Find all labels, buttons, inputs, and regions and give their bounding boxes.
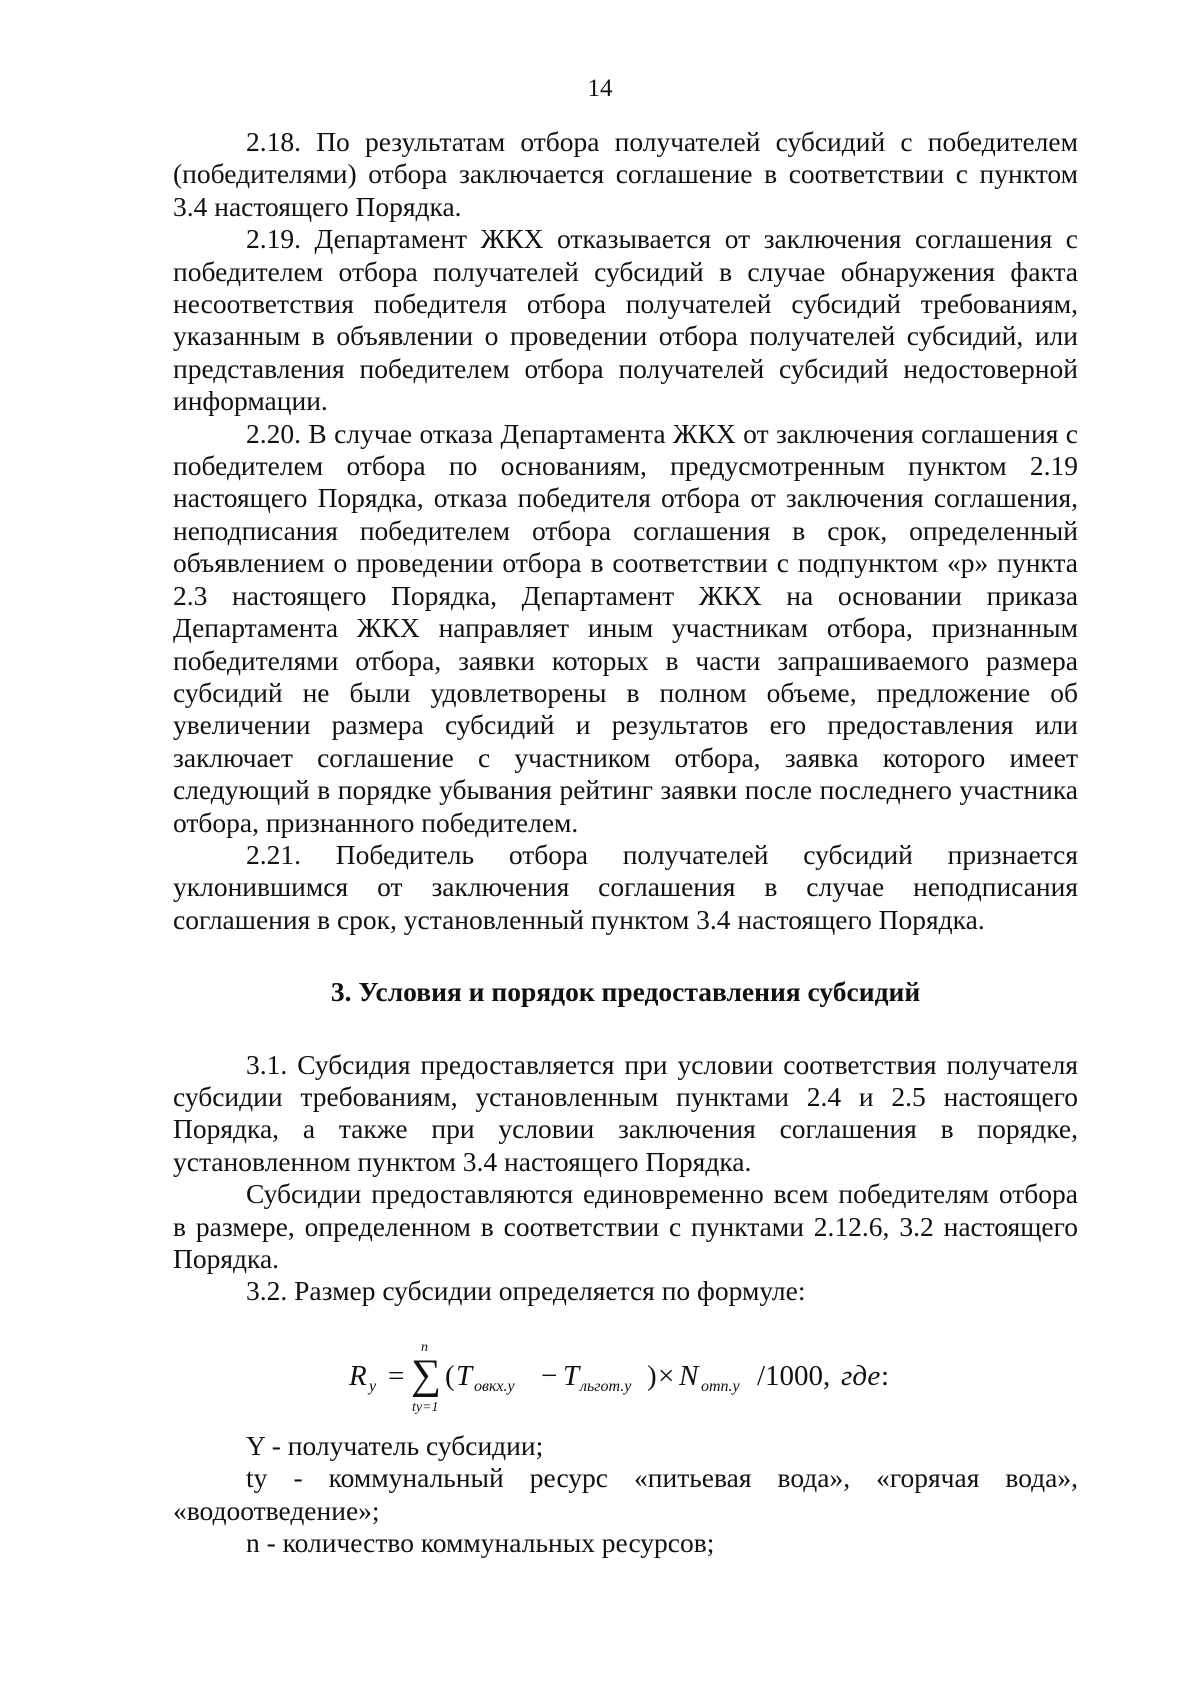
- formula-divider: /1000,: [757, 1359, 831, 1392]
- formula-colon: :: [881, 1359, 890, 1392]
- paragraph-subsidies-one-time: Субсидии предоставляются единовременно всем победителям отбора в размере, определенном в соответствии с пунктами 2.12.6, 3.2 настоящего Порядка.: [173, 1178, 1078, 1274]
- document-body: [173, 126, 1078, 1559]
- formula-sum-upper: n: [421, 1339, 428, 1355]
- formula-n-sub: отп.y: [701, 1377, 740, 1395]
- subsidy-formula-svg: [173, 1308, 1078, 1430]
- formula-close-paren: ): [647, 1359, 657, 1392]
- page-number: 14: [587, 75, 613, 102]
- paragraph-2-19: 2.19. Департамент ЖКХ отказывается от заключения соглашения с победителем отбора получателей субсидий в случае обнаружения факта несоответствия победителя отбора получателей субсидий требованиям, указанным в объявлении о проведении отбора получателей субсидий, или представления победителем отбора получателей субсидий недостоверной информации.: [173, 223, 1078, 417]
- formula-times: ×: [658, 1359, 675, 1392]
- definition-y: Y - получатель субсидии;: [246, 1429, 544, 1461]
- formula-sum-lower: ty=1: [412, 1399, 439, 1415]
- definition-ty: ty - коммунальный ресурс «питьевая вода», «горячая вода», «водоотведение»;: [173, 1462, 1078, 1526]
- paragraph-3-1: 3.1. Субсидия предоставляется при условии соответствия получателя субсидии требованиям, установленным пунктами 2.4 и 2.5 настоящего Порядка, а также при условии заключения соглашения в порядке, установленном пунктом 3.4 настоящего Порядка.: [173, 1048, 1078, 1177]
- formula-t1: T: [456, 1359, 473, 1392]
- section-heading: 3. Условия и порядок предоставления субсидий: [330, 976, 921, 1008]
- paragraph-2-21: 2.21. Победитель отбора получателей субсидий признается уклонившимся от заключения соглашения в случае неподписания соглашения в срок, установленный пунктом 3.4 настоящего Порядка.: [173, 838, 1078, 935]
- definition-n: n - количество коммунальных ресурсов;: [246, 1527, 715, 1559]
- formula-t1-sub: овкх.y: [474, 1377, 515, 1395]
- formula-lhs-sub: y: [369, 1377, 377, 1395]
- formula-sum-sign: ∑: [411, 1351, 441, 1398]
- paragraph-2-18: 2.18. По результатам отбора получателей субсидий с победителем (победителями) отбора заключается соглашение в соответствии с пунктом 3.4 настоящего Порядка.: [173, 126, 1078, 222]
- formula-t2-sub: льгот.y: [580, 1377, 632, 1395]
- formula-minus: −: [541, 1359, 558, 1392]
- formula-equals: =: [388, 1359, 405, 1392]
- subsidy-formula: [173, 1308, 1078, 1430]
- formula-n: N: [679, 1359, 699, 1392]
- formula-tail: где: [841, 1359, 881, 1392]
- formula-open-paren: (: [445, 1359, 455, 1392]
- paragraph-3-2: 3.2. Размер субсидии определяется по формуле:: [246, 1275, 806, 1307]
- formula-t2: T: [563, 1359, 580, 1392]
- paragraph-2-20: 2.20. В случае отказа Департамента ЖКХ от заключения соглашения с победителем отбора по основаниям, предусмотренным пунктом 2.19 настоящего Порядка, отказа победителя отбора от заключения соглашения, неподписания победителем отбора соглашения в срок, определенный объявлением о проведении отбора в соответствии с подпунктом «р» пункта 2.3 настоящего Порядка, Департамент ЖКХ на основании приказа Департамента ЖКХ направляет иным участникам отбора, признанным победителями отбора, заявки которых в части запрашиваемого размера субсидий не были удовлетворены в полном объеме, предложение об увеличении размера субсидий и результатов его предоставления или заключает соглашение с участником отбора, заявка которого имеет следующий в порядке убывания рейтинг заявки после последнего участника отбора, признанного победителем.: [173, 417, 1078, 838]
- formula-lhs: R: [349, 1359, 367, 1392]
